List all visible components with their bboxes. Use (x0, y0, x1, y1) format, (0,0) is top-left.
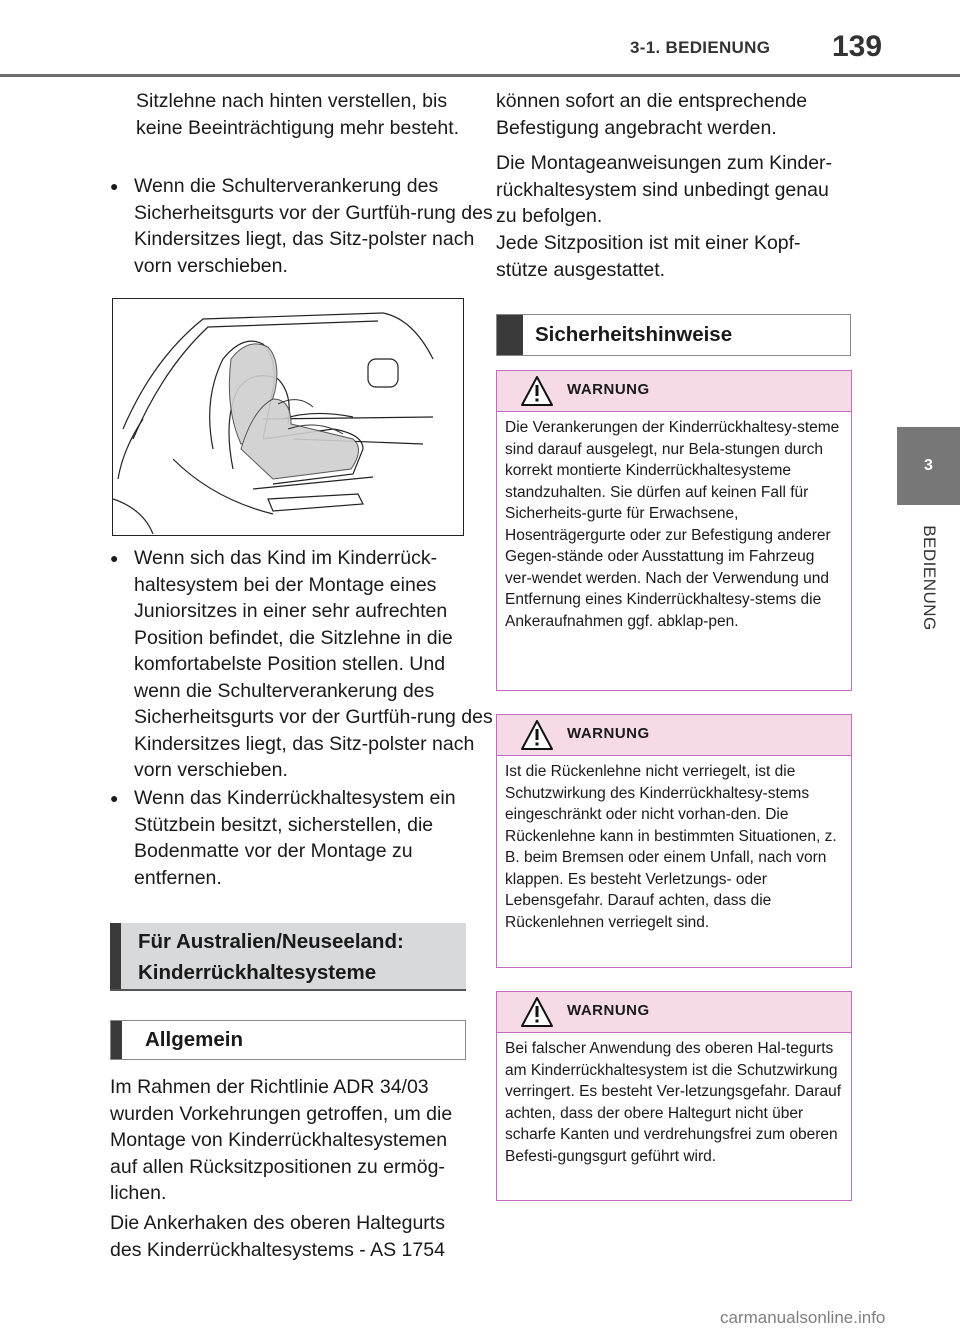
section-heading-australia (110, 923, 466, 991)
section-heading-text: Für Australien/Neuseeland: Kinderrückhaltesysteme (138, 930, 404, 984)
child-seat-illustration (112, 298, 464, 536)
paragraph: Die Ankerhaken des oberen Haltegurts des Kinderrückhaltesystems - AS 1754 (110, 1212, 445, 1261)
warning-text: Die Verankerungen der Kinderrückhaltesy-steme sind darauf ausgelegt, nur Bela-stungen durch korrekt montierte Kinderrückhaltesysteme standzuhalten. Sie dürfen auf keinen Fall für Sicherheits-gurte für Erwachsene, Hosenträgergurte oder zur Befestigung anderer Gegen-stände oder Ausstattung im Fahrzeug ver-wendet werden. Nach der Verwendung und Entfernung eines Kinderrückhaltesy-stems die Ankeraufnahmen ggf. abklap-pen. (505, 419, 840, 630)
heading-bar (111, 1021, 122, 1059)
chapter-tab (897, 427, 960, 505)
paragraph: Jede Sitzposition ist mit einer Kopf-stütze ausgestattet. (496, 232, 801, 281)
bullet-item: ● Wenn sich das Kind im Kinderrück-haltesystem bei der Montage eines Juniorsitzes in einer sehr aufrechten Position befindet, die Sitzlehne in die komfortabelste Position stellen. Und wenn die Schulterverankerung des Sicherheitsgurts vor der Gurtfüh-rung des Kindersitzes liegt, das Sitz-polster nach vorn verschieben. (110, 545, 494, 784)
warning-box (496, 370, 852, 691)
heading-bar (110, 923, 121, 989)
heading-bar (497, 315, 523, 355)
chapter-label: BEDIENUNG (920, 525, 939, 631)
warning-text: Ist die Rückenlehne nicht verriegelt, ist die Schutzwirkung des Kinderrückhaltesy-stems eingeschränkt oder nicht vorhan-den. Die Rückenlehne kann in bestimmten Situationen, z. B. beim Bremsen oder einem Unfall, nach vorn klappen. Es besteht Verletzungs- oder Lebensgefahr. Darauf achten, dass die Rückenlehnen verriegelt sind. (505, 763, 837, 931)
paragraph: können sofort an die entsprechende Befestigung angebracht werden. (496, 90, 808, 139)
warning-header (497, 992, 851, 1033)
bullet-item: ● Wenn die Schulterverankerung des Sicherheitsgurts vor der Gurtfüh-rung des Kindersitzes liegt, das Sitz-polster nach vorn verschieben. (110, 173, 494, 279)
bullet-item: ● Wenn das Kinderrückhaltesystem ein Stützbein besitzt, sicherstellen, die Bodenmatte vor der Montage zu entfernen. (110, 785, 494, 891)
section-heading-safety (496, 314, 851, 356)
warning-box (496, 991, 852, 1201)
page-number: 139 (832, 30, 883, 63)
warning-title: WARNUNG (567, 725, 650, 742)
warning-header (497, 715, 851, 756)
chapter-number: 3 (924, 457, 933, 474)
section-header-title: 3-1. BEDIENUNG (630, 38, 771, 57)
subsection-heading-allgemein (110, 1020, 466, 1060)
warning-triangle-icon (521, 376, 553, 406)
paragraph: Im Rahmen der Richtlinie ADR 34/03 wurden Vorkehrungen getroffen, um die Montage von Kinderrückhaltesystemen auf allen Rücksitzpositionen zu ermög-lichen. (110, 1076, 453, 1204)
car-seat-drawing (113, 299, 462, 534)
paragraph-continued: Sitzlehne nach hinten verstellen, bis keine Beeinträchtigung mehr besteht. (136, 90, 460, 139)
subsection-heading-text: Allgemein (145, 1028, 243, 1051)
warning-triangle-icon (521, 997, 553, 1027)
warning-title: WARNUNG (567, 1002, 650, 1019)
warning-title: WARNUNG (567, 381, 650, 398)
paragraph: Die Montageanweisungen zum Kinder-rückhaltesystem sind unbedingt genau zu befolgen. (496, 152, 833, 227)
warning-header (497, 371, 851, 412)
warning-text: Bei falscher Anwendung des oberen Hal-tegurts am Kinderrückhaltesystem ist die Schutzwirkung verringert. Es besteht Ver-letzungsgefahr. Darauf achten, dass der obere Haltegurt nicht über scharfe Kanten und verdrehungsfrei zum oberen Befesti-gungsgurt geführt wird. (505, 1040, 842, 1165)
warning-box (496, 714, 852, 968)
warning-triangle-icon (521, 720, 553, 750)
header-divider (0, 74, 960, 77)
watermark: carmanualsonline.info (720, 1308, 886, 1327)
section-heading-text: Sicherheitshinweise (535, 323, 733, 346)
